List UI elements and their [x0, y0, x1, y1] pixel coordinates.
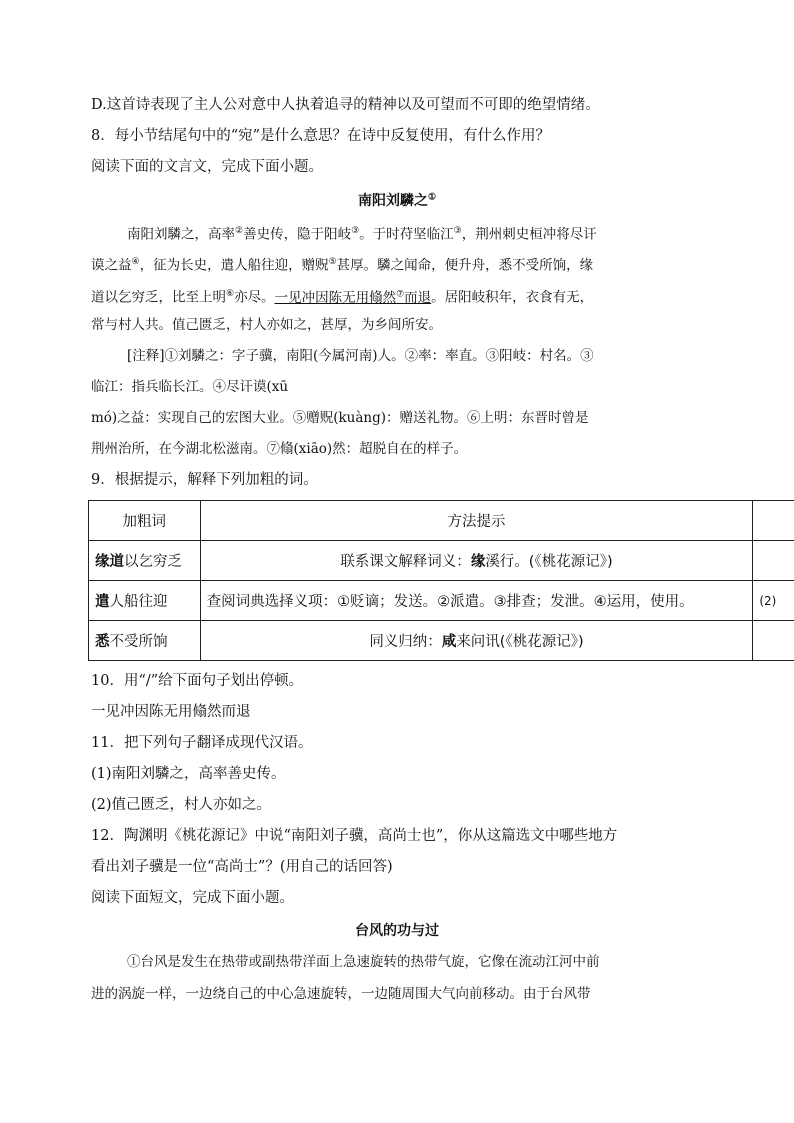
- question-10: 10．用“/”给下面句子划出停顿。: [91, 673, 304, 689]
- bold-word: 悉: [95, 634, 110, 650]
- extra-cell: (2): [753, 581, 794, 621]
- note-mark-2: ②: [235, 226, 244, 236]
- header-extra: [753, 501, 794, 541]
- hint-cell: [200, 541, 753, 581]
- underlined-seg-2: 而退: [404, 289, 432, 306]
- note-mark-7: ⑦: [396, 289, 405, 299]
- table-row: [89, 581, 794, 621]
- passage1-line-3: [91, 284, 593, 308]
- annotation-line-4: 荆州治所，在今湖北松滋南。⑦翛(xiāo)然：超脱自在的样子。: [91, 441, 468, 457]
- table-row: [89, 621, 794, 661]
- question-8: 8．每小节结尾句中的“宛”是什么意思？在诗中反复使用，有什么作用？: [91, 128, 551, 144]
- word-rest: 以乞穷乏: [124, 554, 182, 570]
- note-mark-3b: ③: [453, 226, 462, 236]
- p3-seg-a: 道以乞穷乏，比至上明: [91, 289, 226, 306]
- method-hint-table: [88, 500, 794, 661]
- passage1-line-4: 常与村人共。值己匮乏，村人亦如之，甚厚，为乡闾所安。: [91, 317, 442, 333]
- p2-seg-c: 甚厚。驎之闻命，便升舟，悉不受所饷，缘: [336, 257, 594, 274]
- note-mark-3: ③: [351, 226, 360, 236]
- table-header-row: [89, 501, 794, 541]
- p2-seg-b: ，征为长史，遣人船往迎，赠贶: [139, 257, 329, 274]
- passage2-line-2: 进的涡旋一样，一边绕自己的中心急速旋转，一边随周围大气向前移动。由于台风带: [91, 986, 591, 1002]
- passage1-title-text: 南阳刘驎之: [357, 193, 428, 209]
- question-12-line-2: 看出刘子骥是一位“高尚士”？(用自己的话回答): [91, 859, 393, 875]
- hint-post: 溪行。(《桃花源记》): [485, 554, 613, 570]
- option-d-line: D.这首诗表现了主人公对意中人执着追寻的精神以及可望而不可即的绝望情绪。: [91, 97, 600, 113]
- question-12-line-1: 12．陶渊明《桃花源记》中说“南阳刘子骥，高尚士也”，你从这篇选文中哪些地方: [91, 828, 618, 844]
- hint-pre: 查阅词典选择义项：①贬谪；发送。②派遣。③排查；发泄。④运用，使用。: [206, 594, 694, 610]
- annotation-line-2: 临江：指兵临长江。④尽讦谟(xū: [91, 379, 289, 395]
- header-bold-word: 加粗词: [89, 501, 201, 541]
- p1-seg-d: ，荆州刺史桓冲将尽讦: [461, 226, 597, 243]
- hint-cell: [200, 581, 753, 621]
- annotation-line-3: mó)之益：实现自己的宏图大业。⑤赠贶(kuàng)：赠送礼物。⑥上明：东晋时曾是: [91, 410, 589, 426]
- hint-cell: [200, 621, 753, 661]
- p1-seg-c: 。于时苻坚临江: [359, 226, 454, 243]
- word-rest: 不受所饷: [109, 634, 168, 650]
- hint-post: 来问讯(《桃花源记》): [456, 634, 584, 650]
- word-rest: 人船往迎: [109, 594, 168, 610]
- reading-instruction-2: 阅读下面短文，完成下面小题。: [91, 890, 294, 906]
- question-10-sentence: 一见冲因陈无用翛然而退: [91, 704, 251, 720]
- p2-seg-a: 谟之益: [91, 257, 132, 274]
- p1-seg-a: 南阳刘驎之，高率: [127, 226, 235, 243]
- passage1-title: [0, 190, 794, 210]
- question-11: 11．把下列句子翻译成现代汉语。: [91, 735, 313, 751]
- passage2-line-1: ①台风是发生在热带或副热带洋面上急速旋转的热带气旋，它像在流动江河中前: [127, 954, 600, 970]
- note-mark-6: ⑥: [226, 289, 235, 299]
- hint-bold: 咸: [441, 634, 457, 650]
- extra-cell: [753, 541, 794, 581]
- passage2-title: 台风的功与过: [355, 923, 439, 939]
- bold-word: 遣: [95, 594, 110, 610]
- word-cell: [89, 541, 201, 581]
- note-mark-5: ⑤: [328, 257, 337, 267]
- passage1-line-1: [127, 221, 597, 245]
- question-11-item-2: (2)值己匮乏，村人亦如之。: [91, 797, 272, 813]
- hint-bold: 缘: [470, 554, 486, 570]
- hint-pre: 同义归纳：: [369, 634, 442, 650]
- underlined-sentence: [275, 290, 432, 306]
- passage1-title-note: ①: [427, 192, 437, 203]
- question-9: 9．根据提示，解释下列加粗的词。: [91, 472, 318, 488]
- word-cell: [89, 581, 201, 621]
- question-11-item-1: (1)南阳刘驎之，高率善史传。: [91, 766, 286, 782]
- note-mark-4: ④: [131, 257, 140, 267]
- underlined-seg-1: 一见冲因陈无用翛然: [274, 289, 397, 306]
- reading-instruction-1: 阅读下面的文言文，完成下面小题。: [91, 159, 323, 175]
- p3-seg-b: 亦尽。: [234, 289, 275, 306]
- extra-cell: [753, 621, 794, 661]
- table-row: [89, 541, 794, 581]
- word-cell: [89, 621, 201, 661]
- passage1-line-2: [91, 252, 593, 276]
- p1-seg-b: 善史传，隐于阳岐: [243, 226, 352, 243]
- header-method-hint: 方法提示: [200, 501, 753, 541]
- p3-seg-c: 。居阳岐积年，衣食有无，: [431, 289, 594, 306]
- bold-word: 缘道: [95, 554, 124, 570]
- hint-pre: 联系课文解释词义：: [340, 554, 471, 570]
- annotation-line-1: [注释]①刘驎之：字子骥，南阳(今属河南)人。②率：率直。③阳岐：村名。③: [127, 348, 594, 364]
